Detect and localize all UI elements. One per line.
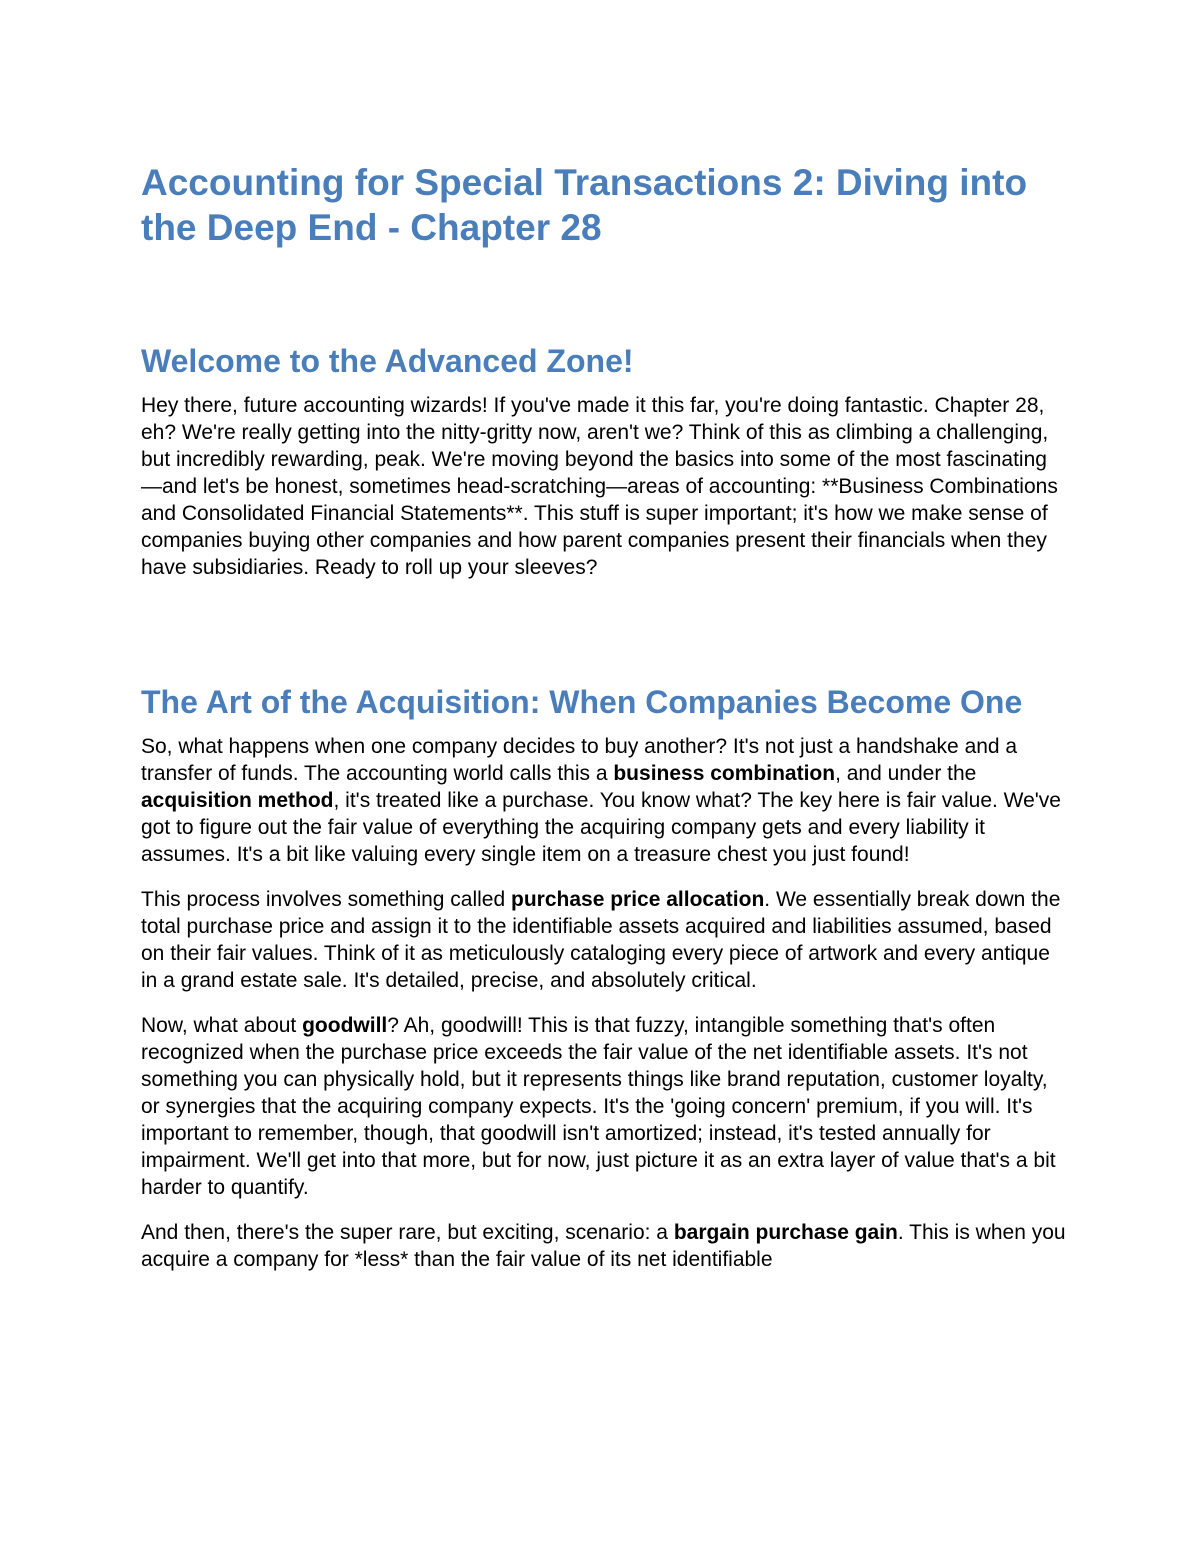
- term-purchase-price-allocation: purchase price allocation: [511, 888, 765, 911]
- paragraph-goodwill: [141, 1012, 1066, 1201]
- section-heading-acquisition: The Art of the Acquisition: When Companies Become One: [141, 684, 1023, 720]
- document-title: Accounting for Special Transactions 2: Diving into the Deep End - Chapter 28: [141, 162, 1028, 248]
- paragraph-purchase-price-allocation: [141, 886, 1066, 994]
- term-acquisition-method: acquisition method: [141, 789, 334, 812]
- text-run: . We essentially break down the total purchase price and assign it to the identifiable assets acquired and liabilities assumed, based on their fair values. Think of it as meticulously cataloging every piece of artwork and every antique in a grand estate sale. It's detailed, precise, and absolutely critical.: [141, 888, 1061, 992]
- text-run: And then, there's the super rare, but exciting, scenario: a: [141, 1221, 674, 1244]
- text-run: , and under the: [835, 762, 977, 785]
- text-run: . This is when you acquire a company for *less* than the fair value of its net identifiable: [141, 1221, 1066, 1271]
- section-heading-welcome: Welcome to the Advanced Zone!: [141, 343, 634, 379]
- term-goodwill: goodwill: [302, 1014, 388, 1037]
- text-run: This process involves something called: [141, 888, 512, 911]
- term-business-combination: business combination: [613, 762, 836, 785]
- paragraph-business-combination: [141, 733, 1066, 868]
- text-run: So, what happens when one company decides to buy another? It's not just a handshake and a transfer of funds. The accounting world calls this a: [141, 735, 1018, 785]
- text-run: Now, what about: [141, 1014, 303, 1037]
- text-run: , it's treated like a purchase. You know what? The key here is fair value. We've got to figure out the fair value of everything the acquiring company gets and every liability it assumes. It's a bit like valuing every single item on a treasure chest you just found!: [141, 789, 1061, 866]
- paragraph-bargain-purchase: [141, 1219, 1066, 1273]
- term-bargain-purchase-gain: bargain purchase gain: [673, 1221, 898, 1244]
- document-page: [141, 160, 1066, 1273]
- text-run: ? Ah, goodwill! This is that fuzzy, intangible something that's often recognized when the purchase price exceeds the fair value of the net identifiable assets. It's not something you can physically hold, but it represents things like brand reputation, customer loyalty, or synergies that the acquiring company expects. It's the 'going concern' premium, if you will. It's important to remember, though, that goodwill isn't amortized; instead, it's tested annually for impairment. We'll get into that more, but for now, just picture it as an extra layer of value that's a bit harder to quantify.: [141, 1014, 1056, 1199]
- paragraph-welcome: Hey there, future accounting wizards! If you've made it this far, you're doing fantastic. Chapter 28, eh? We're really getting into the nitty-gritty now, aren't we? Think of this as climbing a challenging, but incredibly rewarding, peak. We're moving beyond the basics into some of the most fascinating—and let's be honest, sometimes head-scratching—areas of accounting: **Business Combinations and Consolidated Financial Statements**. This stuff is super important; it's how we make sense of companies buying other companies and how parent companies present their financials when they have subsidiaries. Ready to roll up your sleeves?: [141, 394, 1058, 579]
